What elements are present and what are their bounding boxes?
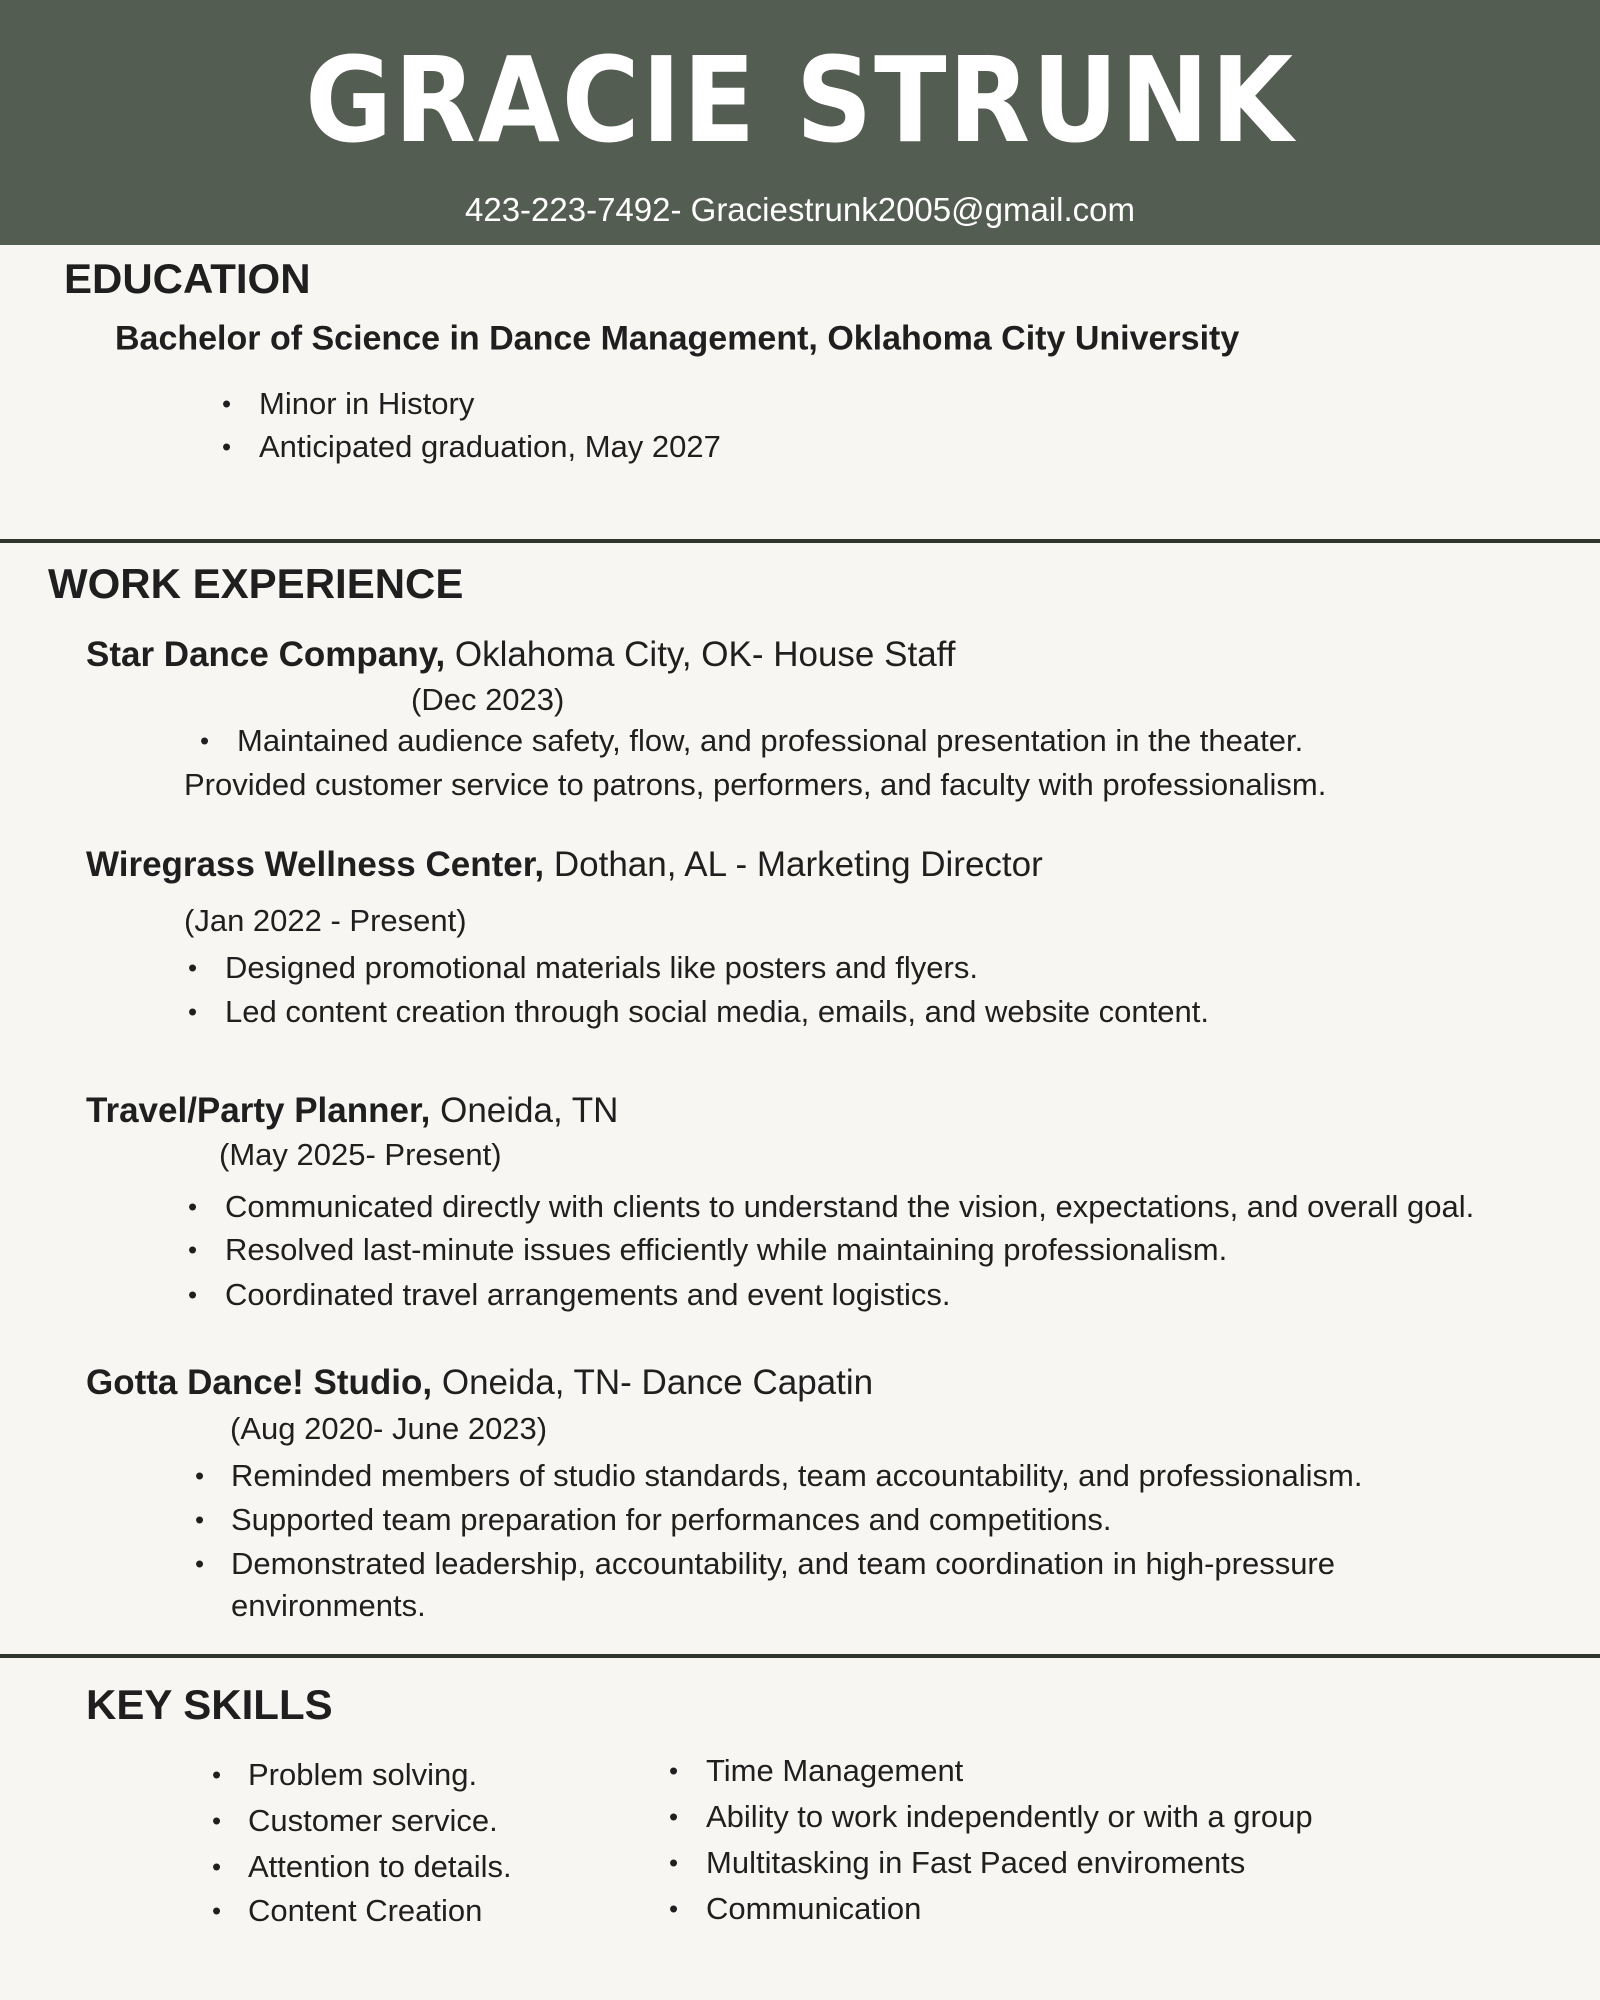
section-divider	[0, 539, 1600, 543]
degree: Bachelor of Science in Dance Management, Oklahoma City University	[115, 319, 1240, 358]
job-details: Oklahoma City, OK- House Staff	[445, 635, 956, 674]
job-bullet: Supported team preparation for performances and competitions.	[231, 1502, 1112, 1537]
job-dates: (Dec 2023)	[411, 682, 565, 717]
bullet-icon: •	[669, 1847, 679, 1878]
skill-item: Ability to work independently or with a group	[706, 1799, 1313, 1834]
bullet-icon: •	[212, 1851, 222, 1882]
employer: Travel/Party Planner,	[86, 1091, 431, 1130]
bullet-icon: •	[222, 388, 232, 419]
job-bullet: Coordinated travel arrangements and event logistics.	[225, 1277, 951, 1312]
job-bullet: Resolved last-minute issues efficiently while maintaining professionalism.	[225, 1232, 1228, 1267]
skill-item: Multitasking in Fast Paced enviroments	[706, 1845, 1246, 1880]
bullet-icon: •	[188, 1191, 198, 1222]
bullet-icon: •	[212, 1759, 222, 1790]
job-title-line	[86, 1363, 873, 1403]
skill-item: Communication	[706, 1891, 922, 1926]
job-details: Oneida, TN- Dance Capatin	[432, 1363, 874, 1402]
skill-item: Attention to details.	[248, 1849, 512, 1884]
job-bullet: Led content creation through social media, emails, and website content.	[225, 994, 1209, 1029]
education-bullet: Minor in History	[259, 386, 475, 421]
bullet-icon: •	[669, 1893, 679, 1924]
bullet-icon: •	[669, 1755, 679, 1786]
skills-heading: KEY SKILLS	[86, 1681, 333, 1728]
bullet-icon: •	[212, 1895, 222, 1926]
employer: Gotta Dance! Studio,	[86, 1363, 433, 1402]
skill-item: Content Creation	[248, 1893, 483, 1928]
education-bullet: Anticipated graduation, May 2027	[259, 429, 721, 464]
bullet-icon: •	[195, 1548, 205, 1579]
contact-info: 423-223-7492- Graciestrunk2005@gmail.com	[464, 191, 1135, 228]
bullet-icon: •	[188, 952, 198, 983]
job-bullet: Demonstrated leadership, accountability, and team coordination in high-pressure	[231, 1546, 1335, 1581]
job-bullet: Communicated directly with clients to understand the vision, expectations, and overall goal.	[225, 1189, 1475, 1224]
bullet-icon: •	[188, 996, 198, 1027]
job-dates: (Aug 2020- June 2023)	[230, 1411, 548, 1446]
section-divider	[0, 1654, 1600, 1658]
job-dates: (Jan 2022 - Present)	[184, 903, 467, 938]
job-bullet: Designed promotional materials like posters and flyers.	[225, 950, 978, 985]
job-details: Dothan, AL - Marketing Director	[544, 845, 1043, 884]
employer: Star Dance Company,	[86, 635, 446, 674]
job-title-line	[86, 845, 1043, 885]
resume-name: GRACIE STRUNK	[305, 31, 1295, 169]
bullet-icon: •	[669, 1801, 679, 1832]
skill-item: Time Management	[706, 1753, 964, 1788]
bullet-icon: •	[195, 1460, 205, 1491]
job-dates: (May 2025- Present)	[219, 1137, 502, 1172]
employer: Wiregrass Wellness Center,	[86, 845, 545, 884]
bullet-icon: •	[200, 725, 210, 756]
bullet-icon: •	[212, 1805, 222, 1836]
education-heading: EDUCATION	[64, 255, 311, 302]
skill-item: Customer service.	[248, 1803, 498, 1838]
skill-item: Problem solving.	[248, 1757, 478, 1792]
job-bullet: Reminded members of studio standards, team accountability, and professionalism.	[231, 1458, 1363, 1493]
job-extra-line: Provided customer service to patrons, performers, and faculty with professionalism.	[184, 767, 1327, 802]
job-bullet: Maintained audience safety, flow, and professional presentation in the theater.	[237, 723, 1304, 758]
job-title-line	[86, 635, 955, 675]
bullet-icon: •	[195, 1504, 205, 1535]
job-title-line	[86, 1091, 618, 1131]
bullet-icon: •	[222, 431, 232, 462]
bullet-icon: •	[188, 1279, 198, 1310]
job-details: Oneida, TN	[430, 1091, 619, 1130]
work-heading: WORK EXPERIENCE	[48, 560, 464, 607]
job-bullet-continuation: environments.	[231, 1588, 426, 1623]
bullet-icon: •	[188, 1234, 198, 1265]
